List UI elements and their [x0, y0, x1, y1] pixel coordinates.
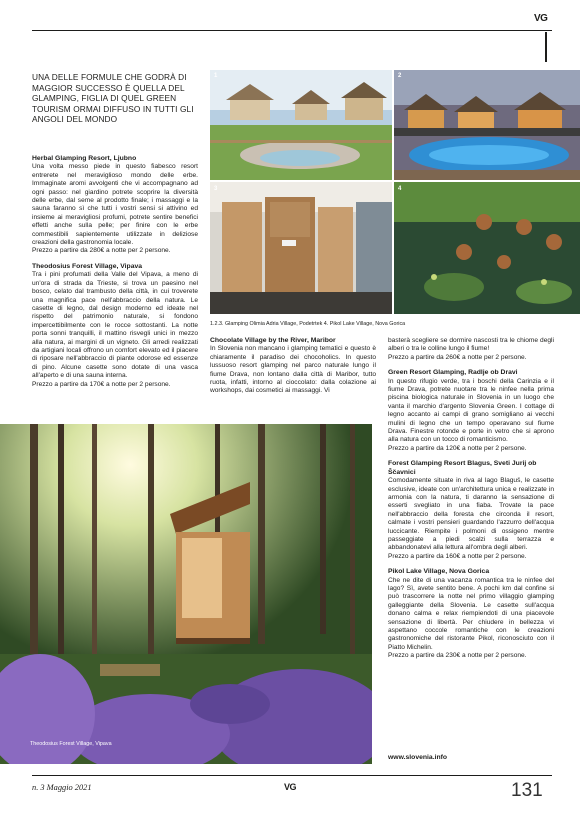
- photo-1-resort-lawn: [210, 70, 392, 180]
- photo-forest-cabin: [0, 424, 372, 764]
- forest-photo-caption: Theodosius Forest Village, Vipava: [30, 741, 112, 747]
- section-body: Che ne dite di una vacanza romantica tra le ninfee del lago? Sì, avete sentito bene. A pochi km dal confine si può trascorrere la notte nel primo villaggio glamping galleggiante della Slovenia. Le casette sull'acqua donano calma e relax riempiendoti di una piacevole sensazione di libertà. Per chiudere in bellezza vi aspettano coccole romantiche con le creazioni gastronomiche del ristorante Pikol, riconosciuto con il Piatto Michelin.: [388, 576, 554, 651]
- section-title: Pikol Lake Village, Nova Gorica: [388, 568, 490, 576]
- section-title: Forest Glamping Resort Blagus, Sveti Jurij ob Ščavnici: [388, 460, 537, 476]
- photo-2-pool-night: [394, 70, 580, 180]
- text-column-3: [388, 337, 554, 668]
- photo-number: 4: [398, 186, 402, 192]
- section-price: Prezzo a partire da 280€ a notte per 2 persone.: [32, 247, 171, 255]
- photo-4-floating-village: [394, 182, 580, 314]
- section-body: Una volta messo piede in questo fiabesco resort entrerete nel meraviglioso mondo delle erbe. Immaginate aromi avvolgenti che vi accompagnano ad ogni passo: nel giardino potrete scoprire la diversità delle erbe, dal seme al prodotto finale; i massaggi e la sauna faranno sì che tutti i vostri sensi si attivino ed insieme ai meravigliosi profumi, potrete sentire benefici effetti anche sulla pelle; per finire con le erbe commestibili sapientemente utilizzate in deliziose creazioni della gastronomia locale.: [32, 163, 198, 247]
- issue-label: n. 3 Maggio 2021: [32, 783, 92, 792]
- section-chocolate-continued: [388, 337, 554, 362]
- photo-number: 1: [214, 73, 218, 79]
- section-price: Prezzo a partire da 160€ a notte per 2 persone.: [388, 552, 527, 560]
- section-pikol: [388, 568, 554, 660]
- page-number: 131: [511, 780, 543, 801]
- photo-grid-caption: 1.2.3. Glamping Olimia Adria Village, Podetrtek 4. Pikol Lake Village, Nova Gorica: [210, 321, 406, 327]
- section-title: Herbal Glamping Resort, Ljubno: [32, 155, 137, 162]
- header-accent-bar: [545, 32, 547, 62]
- magazine-logo: VG: [534, 13, 548, 24]
- section-green-resort: [388, 369, 554, 453]
- section-blagus: [388, 460, 554, 561]
- header-rule: [32, 30, 552, 31]
- section-price: Prezzo a partire da 170€ a notte per 2 persone.: [32, 380, 171, 388]
- photo-number: 2: [398, 73, 402, 79]
- footer-logo: VG: [284, 782, 297, 792]
- website-link[interactable]: www.slovenia.info: [388, 754, 448, 761]
- section-herbal: [32, 155, 198, 256]
- photo-3-wooden-interior: [210, 182, 392, 314]
- text-column-2: [210, 337, 376, 403]
- photo-number: 3: [214, 186, 218, 192]
- section-chocolate: [210, 337, 376, 396]
- section-price: Prezzo a partire da 230€ a notte per 2 persone.: [388, 652, 527, 660]
- intro-standfirst: UNA DELLE FORMULE CHE GODRÀ DI MAGGIOR SUCCESSO È QUELLA DEL GLAMPING, FIGLIA DI QUEL GREEN TOURISM ORMAI DIFFUSO IN TUTTI GLI ANGOLI DEL MONDO: [32, 72, 194, 125]
- section-body: In Slovenia non mancano i glamping tematici e questo è chiaramente il paradiso dei chocoholics. In questo lussuoso resort glamping nel parco naturale lungo il fiume Drava, non lontano dalla città di Maribor, tutto ruota, infatti, intorno al cioccolato: dalla colazione ai workshops, dai cosmetici ai massaggi. Vi: [210, 345, 376, 395]
- section-title: Chocolate Village by the River, Maribor: [210, 337, 336, 344]
- footer-rule: [32, 775, 552, 776]
- text-column-1: [32, 155, 198, 396]
- section-theodosius: [32, 263, 198, 389]
- section-body: Tra i pini profumati della Valle del Vipava, a meno di un'ora di strada da Trieste, si trova un paesino nel bosco, celato dal trambusto della città, in cui troverete una magnifica pace nell'abbraccio della natura. Le casette di legno, dal design moderno ed ideate nel rispetto del patrimonio naturale, si fondono impercettibilmente con le rocce sottostanti. La notte porta sonni tranquilli, il mattino risvegli unici in mezzo alla natura, ai margini di un vigneto. Gli arredi realizzati da artigiani locali offrono un comfort elevato ed il piacere di riposare nell'abbraccio di piante odorose ed essenze di pino. Alcune casette sono dotate di una vasca all'aperto e di una sauna interna.: [32, 271, 198, 380]
- section-body: basterà scegliere se dormire nascosti tra le chiome degli alberi o tra le colline lungo il fiume!: [388, 337, 554, 353]
- section-title: Green Resort Glamping, Radlje ob Dravi: [388, 369, 518, 377]
- section-body: Comodamente situate in riva al lago Blaguš, le casette esclusive, ideate con un'architettura unica e realizzate in armonia con la natura, ti daranno la sensazione di esserti svegliato in una fiaba. Trovate la pace nell'abbraccio della foresta che circonda il resort, calmate i vostri pensieri guardando l'azzurro dell'acqua luccicante. Riempite i polmoni di ossigeno mentre passeggiate a piedi scalzi sulla terrazza e abbandonatevi alla lettura all'ombra degli alberi.: [388, 477, 554, 552]
- section-price: Prezzo a partire da 120€ a notte per 2 persone.: [388, 444, 527, 452]
- section-body: In questo rifugio verde, tra i boschi della Carinzia e il fiume Drava, potrete nuotare tra le ninfee nella prima piscina biologica naturale in Slovenia in un luogo che vanta il marchio d'argento Slovenia Green. I cottage di legno accanto ai campi di grano somigliano ai vecchi mulini di legno che un tempo operavano sul fiume Drava. Finestre rotonde e porte in vetro che si aprono alla natura con un tocco di romanticismo.: [388, 377, 554, 444]
- section-price: Prezzo a partire da 260€ a notte per 2 persone.: [388, 353, 527, 361]
- section-title: Theodosius Forest Village, Vipava: [32, 262, 143, 270]
